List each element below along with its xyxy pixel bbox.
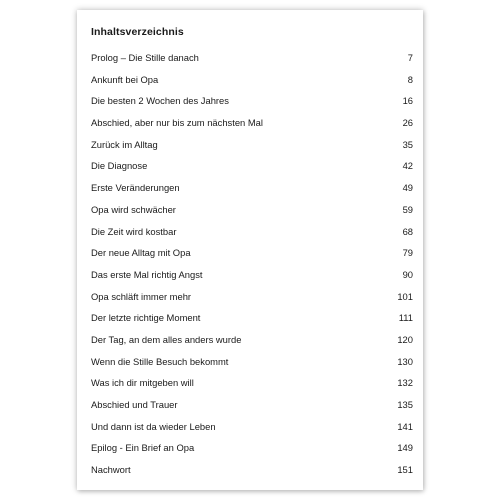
toc-entry-label: Was ich dir mitgeben will xyxy=(91,377,194,389)
toc-entry-label: Und dann ist da wieder Leben xyxy=(91,420,216,432)
toc-entry xyxy=(91,268,413,290)
toc-entry-page-number: 90 xyxy=(402,268,413,280)
toc-entry-page-number: 7 xyxy=(407,52,413,63)
toc-entry-page-number: 49 xyxy=(402,182,413,194)
toc-entry xyxy=(91,246,413,268)
toc-entry xyxy=(91,138,413,160)
toc-entry-page-number: 68 xyxy=(402,225,413,237)
toc-entry xyxy=(91,463,413,485)
toc-entry-label: Abschied, aber nur bis zum nächsten Mal xyxy=(91,117,263,129)
toc-entry-label: Opa schläft immer mehr xyxy=(91,290,192,302)
toc-entry-label: Prolog – Die Stille danach xyxy=(91,52,199,63)
toc-entry xyxy=(91,73,413,95)
toc-entry-label: Die besten 2 Wochen des Jahres xyxy=(91,95,229,107)
toc-entry-page-number: 42 xyxy=(402,160,413,172)
toc-entry xyxy=(91,355,413,377)
toc-entry xyxy=(91,420,413,442)
toc-entry xyxy=(91,159,413,181)
toc-entry-page-number: 120 xyxy=(397,333,413,345)
toc-entry-page-number: 130 xyxy=(397,355,413,367)
toc-entry-page-number: 16 xyxy=(402,95,413,107)
toc-entry-label: Der letzte richtige Moment xyxy=(91,312,201,324)
toc-entry-label: Der Tag, an dem alles anders wurde xyxy=(91,333,242,345)
page-title: Inhaltsverzeichnis xyxy=(91,26,184,38)
toc-entry-label: Opa wird schwächer xyxy=(91,203,176,215)
toc-entry xyxy=(91,116,413,138)
toc-entry-label: Ankunft bei Opa xyxy=(91,73,159,85)
toc-entry-label: Epilog - Ein Brief an Opa xyxy=(91,442,195,454)
toc-entry xyxy=(91,441,413,463)
toc-entry xyxy=(91,181,413,203)
toc-entry xyxy=(91,203,413,225)
toc-entry-page-number: 132 xyxy=(397,377,413,389)
toc-entry xyxy=(91,311,413,333)
table-of-contents xyxy=(91,51,413,485)
toc-entry-page-number: 8 xyxy=(407,73,413,85)
toc-entry-label: Der neue Alltag mit Opa xyxy=(91,247,191,259)
toc-entry-label: Die Diagnose xyxy=(91,160,148,172)
toc-entry-page-number: 135 xyxy=(397,399,413,410)
toc-entry-label: Das erste Mal richtig Angst xyxy=(91,268,203,280)
toc-entry xyxy=(91,398,413,420)
toc-entry-label: Erste Veränderungen xyxy=(91,182,180,194)
toc-entry-label: Zurück im Alltag xyxy=(91,138,158,150)
toc-entry xyxy=(91,51,413,73)
toc-entry-page-number: 151 xyxy=(397,464,413,476)
toc-entry-label: Wenn die Stille Besuch bekommt xyxy=(91,355,229,367)
toc-entry-page-number: 101 xyxy=(397,290,413,302)
toc-entry xyxy=(91,225,413,247)
toc-entry-page-number: 26 xyxy=(402,117,413,129)
toc-entry xyxy=(91,94,413,116)
toc-entry-label: Abschied und Trauer xyxy=(91,399,178,410)
toc-entry-page-number: 141 xyxy=(397,420,413,432)
toc-entry-page-number: 79 xyxy=(402,247,413,259)
book-page xyxy=(77,10,423,490)
toc-entry-label: Nachwort xyxy=(91,464,131,476)
toc-entry-page-number: 35 xyxy=(402,138,413,150)
toc-entry xyxy=(91,333,413,355)
toc-entry-page-number: 59 xyxy=(402,203,413,215)
toc-entry xyxy=(91,376,413,398)
toc-entry-label: Die Zeit wird kostbar xyxy=(91,225,177,237)
toc-entry-page-number: 149 xyxy=(397,442,413,454)
toc-entry xyxy=(91,290,413,312)
toc-entry-page-number: 111 xyxy=(398,312,413,324)
